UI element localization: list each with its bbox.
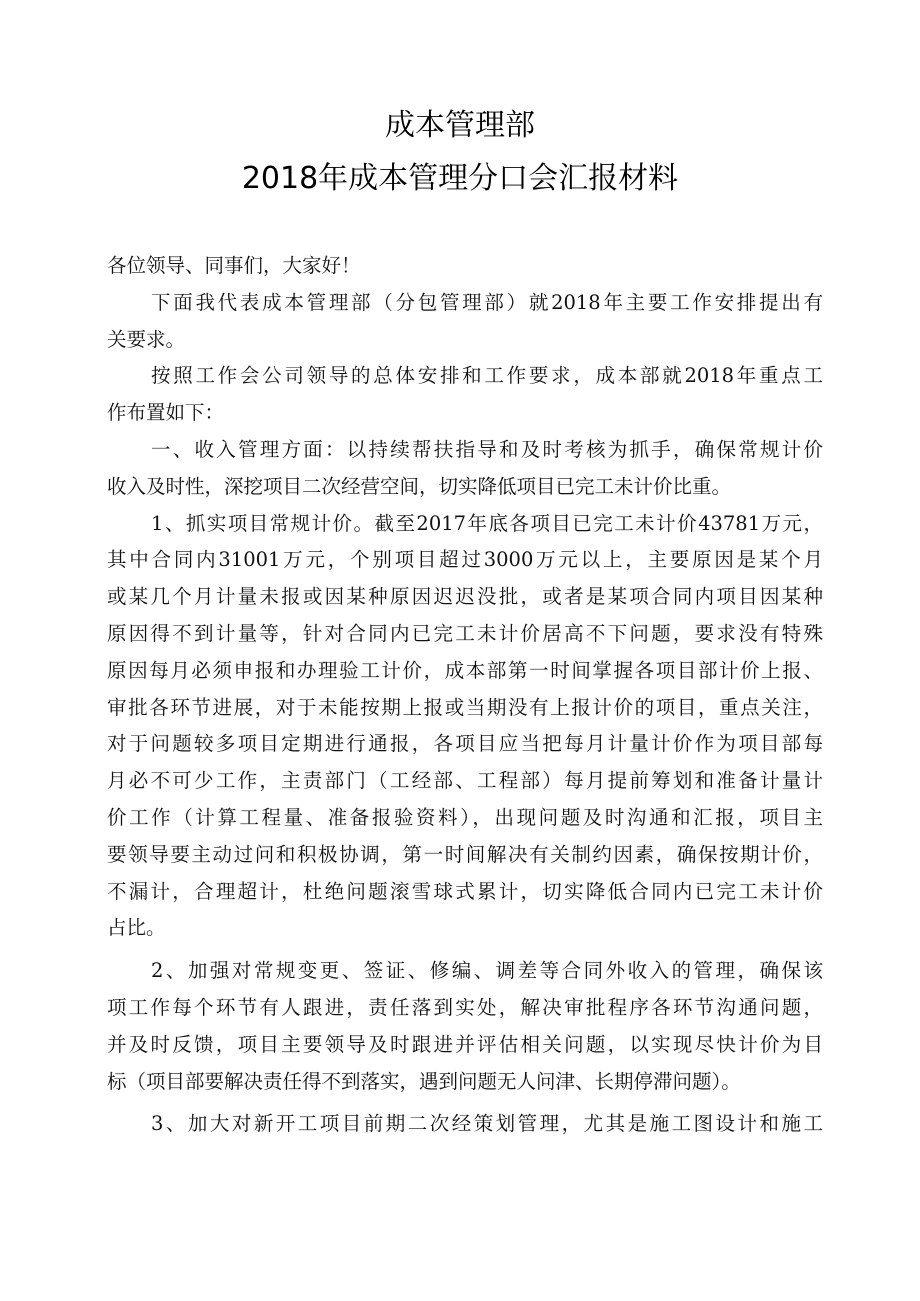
salutation-line: 各位领导、同事们，大家好！ (107, 254, 361, 277)
paragraph-line: 2、加强对常规变更、签证、修编、调差等合同外收入的管理，确保该 (151, 959, 823, 983)
paragraph-line: 并及时反馈，项目主要领导及时跟进并评估相关问题，以实现尽快计价为目 (107, 1032, 823, 1056)
paragraph-line: 占比。 (107, 916, 166, 940)
paragraph-line: 3、加大对新开工项目前期二次经策划管理，尤其是施工图设计和施工 (151, 1112, 823, 1136)
document-title-line-1: 成本管理部 (385, 108, 535, 143)
paragraph-line: 项工作每个环节有人跟进，责任落到实处，解决审批程序各环节沟通问题， (107, 995, 823, 1019)
paragraph-line: 关要求。 (107, 327, 186, 351)
paragraph-line: 标（项目部要解决责任得不到落实，遇到问题无人问津、长期停滞问题）。 (107, 1069, 741, 1093)
paragraph-line: 作布置如下： (107, 401, 225, 425)
paragraph-line: 原因得不到计量等，针对合同内已完工未计价居高不下问题，要求没有特殊 (107, 621, 823, 645)
paragraph-line: 要领导要主动过问和积极协调，第一时间解决有关制约因素，确保按期计价， (107, 842, 823, 866)
paragraph-line: 一、收入管理方面：以持续帮扶指导和及时考核为抓手，确保常规计价 (151, 437, 823, 461)
paragraph-line: 1、抓实项目常规计价。截至2017年底各项目已完工未计价43781万元， (151, 511, 823, 535)
paragraph-line: 不漏计，合理超计，杜绝问题滚雪球式累计，切实降低合同内已完工未计价 (107, 879, 823, 903)
paragraph-line: 对于问题较多项目定期进行通报，各项目应当把每月计量计价作为项目部每 (107, 732, 823, 756)
paragraph-line: 原因每月必须申报和办理验工计价，成本部第一时间掌握各项目部计价上报、 (107, 658, 823, 682)
paragraph-line: 收入及时性，深挖项目二次经营空间，切实降低项目已完工未计价比重。 (107, 474, 732, 498)
paragraph-line: 其中合同内31001万元，个别项目超过3000万元以上，主要原因是某个月 (107, 548, 823, 572)
document-body (107, 248, 823, 1143)
paragraph-line: 价工作（计算工程量、准备报验资料），出现问题及时沟通和汇报，项目主 (107, 805, 823, 829)
paragraph-line: 下面我代表成本管理部（分包管理部）就2018年主要工作安排提出有 (151, 290, 823, 314)
paragraph-line: 月必不可少工作，主责部门（工经部、工程部）每月提前筹划和准备计量计 (107, 769, 823, 793)
document-title-line-2: 2018年成本管理分口会汇报材料 (241, 161, 679, 196)
paragraph-line: 按照工作会公司领导的总体安排和工作要求，成本部就2018年重点工 (151, 364, 823, 388)
paragraph-line: 或某几个月计量未报或因某种原因迟迟没批，或者是某项合同内项目因某种 (107, 585, 823, 609)
paragraph-line: 审批各环节进展，对于未能按期上报或当期没有上报计价的项目，重点关注， (107, 695, 823, 719)
